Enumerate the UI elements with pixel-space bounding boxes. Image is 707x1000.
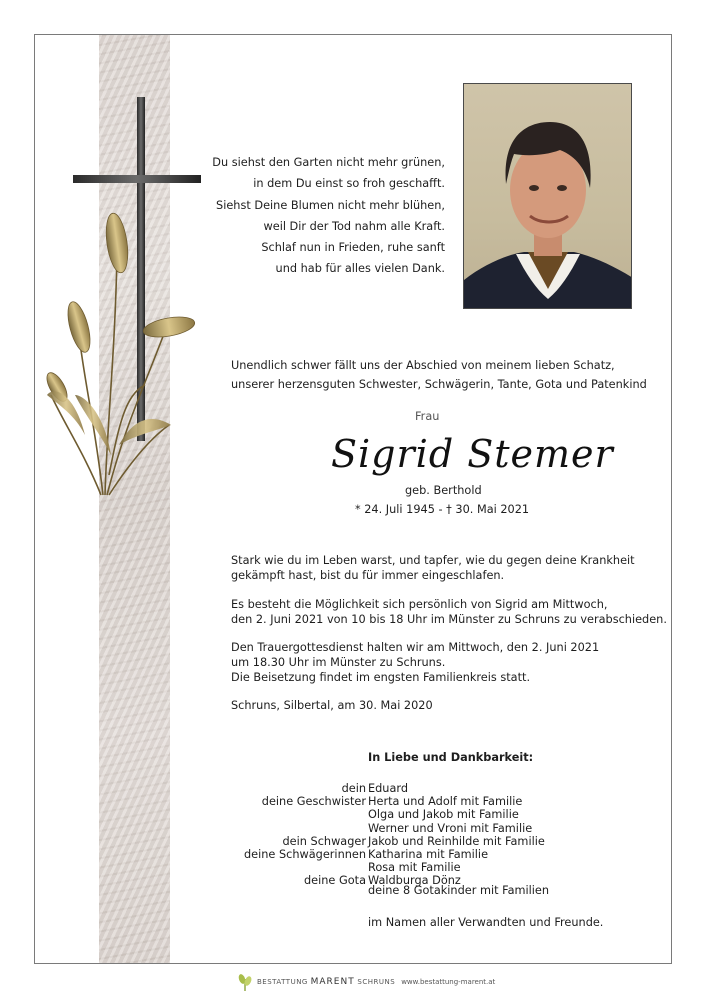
paragraph-line: Es besteht die Möglichkeit sich persönlich von Sigrid am Mittwoch, [231,598,608,611]
deceased-name: Sigrid Stemer [331,432,614,476]
footer-brand [257,977,395,987]
relation-label: deine Gota [304,874,366,888]
paragraph-line: um 18.30 Uhr im Münster zu Schruns. [231,656,446,669]
poem-line: Siehst Deine Blumen nicht mehr blühen, [216,198,445,212]
family-relations [231,782,366,888]
portrait-icon [464,84,632,309]
footer-url[interactable]: www.bestattung-marent.at [401,978,496,986]
family-name: Jakob und Reinhilde mit Familie [368,834,545,848]
godchildren: deine 8 Gotakinder mit Familien [368,884,550,897]
relation-label [231,808,366,821]
intro-text: Unendlich schwer fällt uns der Abschied von meinem lieben Schatz, unserer herzensguten Schwester, Schwägerin, Tante, Gota und Patenkind [231,359,647,391]
family-name: Katharina mit Familie [368,847,489,861]
thanks-title: In Liebe und Dankbarkeit: [368,751,534,764]
family-name: Eduard [368,782,409,795]
relation-label [231,822,366,835]
paragraph-line: den 2. Juni 2021 von 10 bis 18 Uhr im Münster zu Schruns zu verabschieden. [231,613,667,626]
paragraph-farewell [231,597,667,627]
cross-with-wheat-icon [45,95,205,515]
poem-line: Schlaf nun in Frieden, ruhe sanft [261,241,445,255]
relation-label: deine Geschwister [261,795,366,809]
paragraph-strength [231,553,651,583]
paragraph-line: gekämpft hast, bist du für immer eingeschlafen. [231,569,505,582]
footer-brand-name: MARENT [310,977,355,987]
footer-place: SCHRUNS [357,978,396,986]
paragraph-line: Stark wie du im Leben warst, und tapfer, wie du gegen deine Krankheit [231,554,635,567]
birth-name: geb. Berthold [405,484,482,497]
relation-label [231,861,366,874]
life-dates: * 24. Juli 1945 - † 30. Mai 2021 [355,503,530,516]
relation-label: dein [341,782,366,795]
closing-line: im Namen aller Verwandten und Freunde. [368,916,604,929]
family-name: Olga und Jakob mit Familie [368,808,519,822]
footer-prefix: BESTATTUNG [257,978,308,986]
poem-line: weil Dir der Tod nahm alle Kraft. [263,219,445,233]
paragraph-service [231,640,651,685]
paragraph-line: Den Trauergottesdienst halten wir am Mittwoch, den 2. Juni 2021 [231,641,600,654]
salutation: Frau [415,410,440,423]
obituary-card [34,34,672,964]
paragraph-line: Die Beisetzung findet im engsten Familienkreis statt. [231,671,531,684]
footer [237,972,495,992]
relation-label: deine Schwägerinnen [244,847,366,861]
poem-line: Du siehst den Garten nicht mehr grünen, [212,156,445,169]
poem-line: in dem Du einst so froh geschafft. [253,177,445,191]
poem-line: und hab für alles vielen Dank. [275,262,445,276]
leaf-logo-icon [237,973,253,991]
family-name: Werner und Vroni mit Familie [368,821,533,835]
family-name: Herta und Adolf mit Familie [368,795,523,809]
family-name: Rosa mit Familie [368,861,461,875]
place-date: Schruns, Silbertal, am 30. Mai 2020 [231,699,433,712]
poem [185,152,445,280]
portrait-photo [463,83,632,309]
family-name: Waldburga Dönz [368,874,461,888]
family-names [368,782,545,888]
relation-label: dein Schwager [282,834,366,848]
